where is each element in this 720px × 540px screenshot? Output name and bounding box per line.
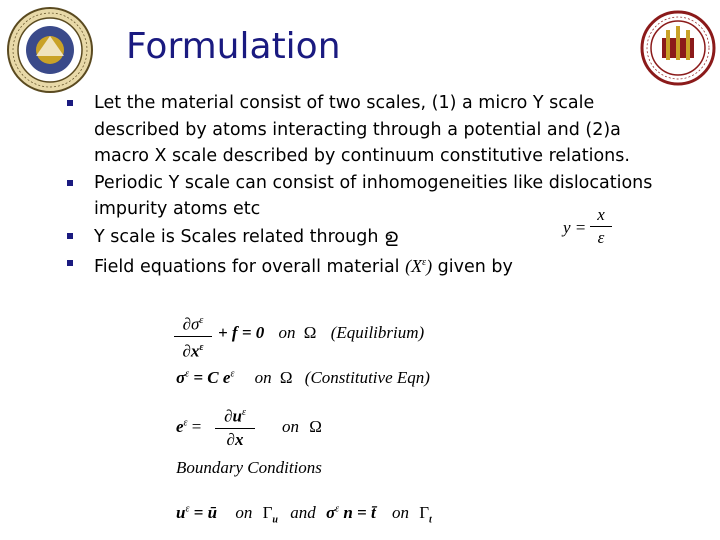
seal-logo-right — [640, 4, 716, 100]
fraction-denominator: ε — [597, 228, 605, 247]
material-symbol: $(X^\varepsilon)$ — [405, 256, 433, 276]
bullet-item — [60, 170, 660, 223]
bullet-square-icon — [67, 100, 73, 106]
seal-logo-left — [6, 6, 94, 94]
eq3-lhs: $e^\varepsilon$ = — [176, 417, 202, 436]
fraction-numerator: x — [597, 205, 605, 224]
eq1-rest: + f = 0 on Ω (Equilibrium) — [218, 323, 425, 342]
bullet-text: Y scale is Scales related through — [94, 226, 384, 247]
bullet-text: Field equations for overall material — [94, 257, 406, 277]
relation-glyph: ഉ — [384, 224, 398, 247]
eq1-fraction: $\partial\sigma^\varepsilon$ $\partial x^\varepsilon$ — [174, 311, 212, 361]
eq3-domain: on Ω — [282, 417, 322, 436]
eq3-fraction: $\partial u^\varepsilon$ ∂x — [215, 403, 255, 450]
slide-title: Formulation — [126, 26, 341, 67]
bullet-item — [60, 250, 660, 281]
bullet-list — [60, 90, 660, 281]
bullet-text: Let the material consist of two scales, (1) a micro Y scale described by atoms interacting through a potential and (2)a macro X scale described by continuum constitutive relations. — [94, 93, 630, 166]
bullet-square-icon — [67, 233, 73, 239]
fraction-bar — [590, 226, 612, 227]
bullet-tail: given by — [437, 257, 513, 277]
bullet-square-icon — [67, 260, 73, 266]
eq2: $\sigma^\varepsilon = C$ $e^\varepsilon$ on Ω (Constitutive Eqn) — [176, 368, 430, 387]
bullet-item — [60, 90, 660, 170]
bullet-square-icon — [67, 180, 73, 186]
scale-relation-lhs: y = — [563, 218, 587, 237]
scale-relation-fraction — [590, 205, 612, 248]
bullet-text: Periodic Y scale can consist of inhomogeneities like dislocations impurity atoms etc — [94, 172, 653, 219]
eq4: $u^\varepsilon$ = ū on $\Gamma_u$ and $\sigma^\varepsilon$ n = t̄ on $\Gamma_t$ — [176, 503, 432, 526]
boundary-conditions-heading: Boundary Conditions — [176, 458, 322, 477]
